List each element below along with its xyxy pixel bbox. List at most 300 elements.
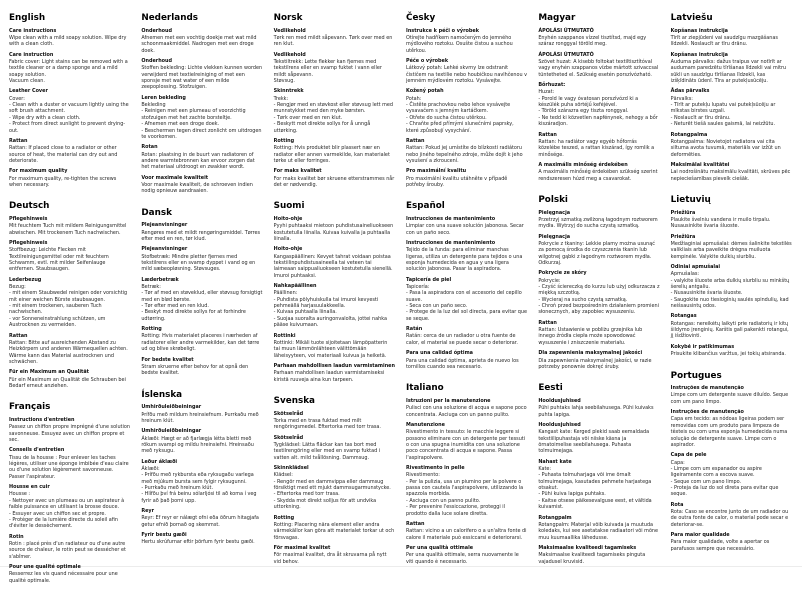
care-section <box>671 452 792 498</box>
section-title: Plejeanvisninger <box>141 222 188 229</box>
section-title: Rotting <box>273 514 295 521</box>
care-section <box>406 277 527 323</box>
section-text: - Seca con un paño seco. <box>406 303 468 310</box>
care-section <box>274 138 395 164</box>
care-section <box>141 277 262 323</box>
care-section <box>538 234 659 267</box>
section-text: - Czyść ściereczką do kurzu lub użyj odkurzacza z miękką szczotką. <box>538 283 660 297</box>
section-text: - Afnemen met een droge doek. <box>141 121 220 128</box>
care-section <box>141 144 262 170</box>
language-block-islenska <box>141 390 262 546</box>
language-block-english <box>9 13 130 188</box>
language-block-nederlands <box>141 13 262 195</box>
language-heading: Eesti <box>538 383 563 394</box>
care-section <box>538 270 659 316</box>
section-title: Kopšanas instrukcija <box>670 51 728 58</box>
care-section <box>671 28 792 48</box>
section-title: Skötselråd <box>273 410 304 417</box>
section-text: Passez un chiffon propre imprégné d'une solution savonneuse. Essuyez avec un chiffon propre et sec. <box>9 424 130 443</box>
section-title: Rottinki <box>273 332 296 339</box>
language-heading: Italiano <box>406 383 444 394</box>
language-heading: Česky <box>406 13 436 23</box>
section-text: Lai nodrošinātu maksimālu kvalitāti, skrūves pēc nepieciešamības pievelk ciešāk. <box>670 169 791 182</box>
care-section <box>141 508 262 528</box>
section-title: Ratán <box>406 326 423 333</box>
care-section <box>406 422 527 461</box>
section-title: Für ein Maximum an Qualität <box>9 369 89 376</box>
section-text: - Kaitse otsese päikesevalguse eest, et vältida kuivamist. <box>538 497 652 511</box>
section-text: - Skydda mot direkt solljus för att undvika uttorkning. <box>273 497 377 511</box>
care-section <box>141 428 262 454</box>
section-text: Capa: <box>670 459 685 466</box>
section-text: Szövet huzat: A kisebb foltokat textiltisztítóval vagy enyhén szappanos vízbe mártott szivaccsal tüntetheted el. Szükség esetén porszívózható. <box>538 58 659 78</box>
section-title: Reyr <box>141 508 155 515</box>
section-text: Dla zapewnienia maksymalnej jakości, w razie potrzeby ponownie dokręć śruby. <box>538 357 652 370</box>
care-section <box>141 175 262 195</box>
section-title: Rotan <box>141 144 158 151</box>
section-text: - Töröld szárazra egy tiszta ronggyal. <box>538 108 629 115</box>
section-text: Otírejte hadříkem namočeným do jemného mýdlového roztoku. Osušte čistou a suchou utěrkou. <box>406 34 513 54</box>
section-text: Áklæði: Hægt er að fjarlægja létta bletti með rökum svampi og mildu hreinsiefni. Hreinsaðu með ryksugu. <box>141 435 254 455</box>
section-text: Rotangpalma: Novietojot radiatora vai cita siltuma avota tuvumā, materiāls var izžūt un deformēties. <box>670 138 781 158</box>
care-section <box>406 545 527 565</box>
section-text: - Beskytt mot direkte sollys for å unngå uttørking. <box>273 121 371 134</box>
section-text: Limpiar con una suave solución jabonosa. Secar con un paño seco. <box>406 223 524 236</box>
section-title: Plejeanvisninger <box>141 246 188 253</box>
section-text: - Rengjør med en støvkost eller støvsug lett med munnstykket med den myke børsten. <box>273 102 393 115</box>
section-text: - Protéger de la lumière directe du soleil afin d'éviter le dessèchement. <box>9 516 118 530</box>
section-title: Voor maximale kwaliteit <box>141 174 209 181</box>
care-section <box>141 28 262 54</box>
section-title: Instructions d'entretien <box>9 416 75 423</box>
section-text: Auduma pārvalks: dažus traipus var notīrīt ar audumam paredzētu tīrīšanas līdzekli vai mitru sūkli un saudzīgu tīrīšanas līdzekli, kas izšķīdināts ūdenī. Tīra ar putekļusūcēju. <box>670 58 787 85</box>
section-title: Priežiūra <box>670 209 696 216</box>
section-text: Kangast kate: Kerged plekid saab eemaldada tekstiilipuhastaja või niiske käsna ja õrnatoimelise seebilahusega. Puhasta tolmuimejaga. <box>538 429 650 455</box>
language-block-magyar <box>538 13 659 182</box>
care-section <box>671 88 792 127</box>
care-section <box>538 422 659 455</box>
language-heading: Polski <box>538 194 568 205</box>
section-title: Onderhoud <box>141 58 173 64</box>
language-block-norsk <box>274 13 395 188</box>
section-text: Rotting: Hvis produktet blir plassert nær en radiator eller annen varmekilde, kan materialet tørke ut eller forringes. <box>273 145 390 164</box>
section-title: Parhaan mahdollisen laadun varmistaminen <box>273 362 395 369</box>
language-heading: Dansk <box>141 207 172 218</box>
care-section <box>671 234 792 260</box>
care-section <box>274 545 395 565</box>
section-text: Rotan: plaatsing in de buurt van radiatoren of andere warmtebronnen kan ervoor zorgen dat het materiaal uitdroogt en zwakker wordt. <box>141 151 255 171</box>
section-text: Trekk: <box>273 95 289 102</box>
section-text: - Wipe dry with a clean cloth. <box>9 114 81 121</box>
section-text: - Kuivaa puhtaalla liinalla. <box>273 309 337 316</box>
language-heading: Norsk <box>273 13 303 23</box>
section-title: Instrukce k péči o výrobek <box>406 27 479 34</box>
care-section <box>9 484 130 530</box>
section-title: Tapicería de piel <box>406 276 452 283</box>
section-title: Umhirðuleiðbeiningar <box>141 428 202 435</box>
section-title: Pflegehinweis <box>9 239 48 246</box>
section-title: A maximális minőség érdekében <box>538 161 628 168</box>
section-title: Housse en cuir <box>9 484 50 491</box>
care-section <box>538 398 659 418</box>
section-text: - Þrífðu með rykbursta eða ryksugaðu varlega með mjúkum bursta sem fylgir ryksugunni. <box>141 472 254 485</box>
section-text: Rotangpalm: Materjal võib kuivada ja muutuda koledaks, kui see asetatakse radiaatori või mõne muu kuumaallika lähedusse. <box>538 521 659 541</box>
section-text: Pyyhi puhtaaksi mietoon puhdistusaineliuokseen kostutetulla liinalla. Kuivaa kuivalla ja puhtaalla liinalla. <box>273 223 394 242</box>
language-block-portugues <box>671 371 792 553</box>
section-text: Rattan: If placed close to a radiator or other source of heat, the material can dry out and deteriorate. <box>9 145 118 164</box>
care-section <box>406 240 527 273</box>
section-title: Rattan <box>406 520 425 527</box>
language-heading: Íslenska <box>141 389 183 400</box>
language-block-deutsch <box>9 201 130 389</box>
section-title: Conseils d'entretien <box>9 447 65 454</box>
care-section <box>9 168 130 188</box>
section-text: Huzat: <box>538 89 555 96</box>
care-section <box>274 435 395 461</box>
care-section <box>538 350 659 370</box>
section-text: - Porold le vagy óvatosan porszívózd ki a készülék puha sörtéjű keféjével. <box>538 95 639 109</box>
care-section <box>141 326 262 352</box>
section-text: - Rengör med en dammvippa eller dammsug försiktigt med ett mjukt dammsugarmunstycke. <box>273 478 391 492</box>
section-text: Rivestimento in tessuto: le macchie leggere si possono eliminare con un detergente per tessuti o con una spugna inumidita con una soluzione poco concentrata di acqua e sapone. Passa l'aspirapolvere. <box>406 429 526 461</box>
section-title: Per una qualità ottimale <box>406 544 474 551</box>
care-section <box>9 277 130 329</box>
section-title: Capa de pele <box>670 452 707 459</box>
section-text: Prisukite klibančius varžtus, jei tokių atsiranda. <box>670 351 786 358</box>
care-section <box>671 385 792 405</box>
section-text: Potah: <box>406 95 422 102</box>
care-section <box>9 333 130 366</box>
section-title: Dla zapewnienia maksymalnej jakości <box>538 350 643 357</box>
language-block-cesky <box>406 13 527 188</box>
section-title: Umhirðuleiðbeiningar <box>141 404 202 411</box>
section-text: Kangaspäällinen: Kevyet tahrat voidaan poistaa tekstiilinpuhdistusaineella tai veteen tai laimeaan saippualiuokseen kostutetulla sienellä. Imuroi puhtaaksi. <box>273 253 393 279</box>
section-text: Betræk: <box>141 283 161 290</box>
section-text: Áklæði: <box>141 465 160 472</box>
language-heading: Latviešu <box>670 13 713 23</box>
section-text: - Asciuga con un panno pulito. <box>406 497 481 504</box>
care-section <box>9 240 130 273</box>
section-title: Para una calidad óptima <box>406 350 473 357</box>
section-text: Ratán: cerca de un radiador u otra fuente de calor, el material se puede secar o deteriorar. <box>406 333 518 346</box>
section-text: Parhaan mahdollisen laadun varmistamiseksi kiristä ruuveja aina kun tarpeen. <box>273 370 385 383</box>
section-text: Limpe com um detergente suave diluído. Seque com um pano limpo. <box>670 392 789 405</box>
section-title: Pielęgnacja <box>538 209 571 216</box>
care-section <box>9 52 130 85</box>
care-section <box>538 210 659 230</box>
care-section <box>671 344 792 358</box>
section-text: - Þurrkaðu með hreinum klút. <box>141 485 214 492</box>
section-title: Rotangpalma <box>670 131 708 138</box>
section-text: - Čistěte prachovkou nebo lehce vysávejte vysavačem s jemným kartáčkem. <box>406 102 511 115</box>
section-text: - Puhdista pölyhuiskulla tai imuroi kevyesti pehmeällä harjasuulakkeella. <box>273 296 379 310</box>
section-title: Vedlikehold <box>273 51 306 58</box>
section-text: Bekleding <box>141 102 166 109</box>
care-section <box>538 132 659 158</box>
section-title: Ādas pārvalks <box>670 88 710 95</box>
language-block-polski <box>538 195 659 370</box>
section-title: Instrucciones de mantenimiento <box>406 215 496 222</box>
care-section <box>406 398 527 418</box>
care-section <box>141 58 262 91</box>
care-section <box>538 162 659 182</box>
section-title: Rotin <box>9 533 24 540</box>
care-section <box>538 52 659 78</box>
section-text: Medžiaginiai apmušalai: dėmes šalinkite tekstilės valikliais arba paveikite drėgna muiluota kempinėle. Valykite dulkių siurbliu. <box>670 240 792 260</box>
care-section <box>406 28 527 54</box>
section-title: Instrucciones de mantenimiento <box>406 239 496 246</box>
language-heading: Suomi <box>273 201 305 212</box>
section-text: - Pühi kuiva lapiga puhtaks. <box>538 491 606 498</box>
language-block-svenska <box>274 396 395 565</box>
care-section <box>274 28 395 48</box>
section-text: - Seque com um pano limpo. <box>670 478 742 485</box>
language-block-italiano <box>406 383 527 565</box>
section-text: Para una calidad óptima, aprieta de nuevo los tornillos cuando sea necesario. <box>406 357 519 370</box>
care-section <box>274 52 395 85</box>
section-text: Resserrez les vis quand nécessaire pour une qualité optimale. <box>9 571 118 584</box>
care-section <box>9 138 130 164</box>
section-text: Per una qualità ottimale, serra nuovamente le viti quando è necessario. <box>406 552 519 565</box>
section-text: Tejido de la funda: para eliminar manchas ligeras, utiliza un detergente para tejidos o una esponja humedecida en agua y una ligera solución jabonosa. Pasar la aspiradora. <box>406 247 523 273</box>
section-title: For maximum quality <box>9 168 68 175</box>
section-text: Mit feuchtem Tuch mit mildem Reinigungsmittel abwischen. Mit trockenem Tuch nachwischen. <box>9 223 127 236</box>
section-text: Rotting: Placering nära element eller andra värmekällor kan göra att materialet torkar ut och försvagas. <box>273 521 395 541</box>
section-title: Rotangpalm <box>538 514 572 521</box>
care-section <box>141 246 262 272</box>
language-heading: Portugues <box>670 370 722 381</box>
section-text: Für ein Maximum an Qualität die Schrauben bei Bedarf erneut anziehen. <box>9 376 126 389</box>
section-text: A maximális minőség érdekében szükség szerint rendszeresen húzd meg a csavarokat. <box>538 169 658 182</box>
section-title: Péče o výrobek <box>406 58 449 64</box>
section-title: Leður áklæði <box>141 458 178 465</box>
section-title: Onderhoud <box>141 27 173 34</box>
language-heading: Lietuvių <box>670 194 711 205</box>
section-title: Odiniai apmušalai <box>670 263 721 270</box>
section-text: - Pasa la aspiradora con el accesorio del cepillo suave. <box>406 290 522 303</box>
section-text: Tissu de la housse : Pour enlever les taches légères, utiliser une éponge imbibée d'eau claire ou d'une solution légèrement savonneuse. Passer l'aspirateur. <box>9 454 129 480</box>
care-section <box>538 545 659 565</box>
section-title: Leren bekleding <box>141 94 186 101</box>
section-text: Rattan: Pokud jej umístíte do blízkosti radiátoru nebo jiného tepelného zdroje, může dojít k jeho vysušení a zkroucení. <box>406 145 523 164</box>
care-section <box>274 411 395 431</box>
section-text: - Nusausinkite švaria šluoste. <box>670 290 743 297</box>
section-title: Rattan <box>9 137 28 144</box>
care-section <box>9 534 130 560</box>
language-block-lietuviu <box>671 195 792 358</box>
care-section <box>671 132 792 158</box>
section-text: - Protege de la luz del sol directa, para evitar que se seque. <box>406 309 528 322</box>
care-section <box>406 58 527 84</box>
section-title: Care instructions <box>9 27 57 34</box>
care-section <box>9 369 130 389</box>
section-text: Þrífðu með mildum hreinsiefnum. Þurrkaðu með hreinum klút. <box>141 411 259 424</box>
section-title: Rattan <box>538 131 557 138</box>
care-section <box>406 216 527 236</box>
section-text: För maximal kvalitet, dra åt skruvarna på nytt vid behov. <box>273 552 387 565</box>
language-heading: English <box>9 13 46 23</box>
language-block-dansk <box>141 208 262 377</box>
section-text: Pulisci con una soluzione di acqua e sapone poco concentrata. Asciuga con un panno pulito. <box>406 405 527 418</box>
section-text: Plaukite švelniu vandens ir muilo tirpalu. Nusausinkite švaria šluoste. <box>670 216 771 230</box>
language-block-espanol <box>406 201 527 370</box>
section-text: Tīrīt ar ziepjūdeni vai saudzīgu mazgāšanas līdzekli. Noslaucīt ar tīru drānu. <box>670 34 778 48</box>
language-heading: Nederlands <box>141 13 199 23</box>
section-text: - Tīrīt ar putekļu lupatu vai putekļsūcēju ar mīkstas birstes uzgali. <box>670 102 776 115</box>
section-title: Pflegehinweis <box>9 215 48 222</box>
section-text: Päällinen: <box>273 290 298 297</box>
care-section <box>274 216 395 242</box>
care-section <box>141 404 262 424</box>
section-text: - Otřete do sucha čistou utěrkou. <box>406 114 487 121</box>
section-title: Rota <box>670 501 684 508</box>
section-text: Pārvalks: <box>670 95 693 102</box>
section-text: Wipe clean with a mild soapy solution. Wipe dry with a clean cloth. <box>9 34 127 48</box>
care-section <box>274 465 395 511</box>
section-title: Priežiūra <box>670 233 696 240</box>
care-section <box>141 95 262 141</box>
section-text: - Suojaa suoralta auringonvalolta, jottei nahka pääse kuivumaan. <box>273 315 387 329</box>
section-text: - Per la pulizia, usa un piumino per la polvere o passa con cautela l'aspirapolvere, utilizzando la spazzola morbida. <box>406 478 524 498</box>
section-title: For maks kvalitet <box>273 168 322 175</box>
section-text: Rattan: vicino a un calorifero o a un'altra fonte di calore il materiale può essiccarsi e deteriorarsi. <box>406 528 527 541</box>
section-title: Rotting <box>273 137 295 144</box>
section-title: ÁPOLÁSI ÚTMUTATÓ <box>538 51 594 58</box>
section-title: Lederbezug <box>9 276 42 283</box>
care-section <box>671 502 792 528</box>
section-text: - mit einem Staubwedel reinigen oder vorsichtig mit einer weichen Bürste staubsaugen. <box>9 290 128 303</box>
section-title: Para maior qualidade <box>670 532 730 539</box>
care-section <box>141 532 262 546</box>
section-text: Reyr: Ef reyr er nálægt ofni eða öðrum hitagjafa getur efnið þornað og skemmst. <box>141 515 259 528</box>
care-section <box>538 82 659 128</box>
section-text: - Chroń przed bezpośrednim działaniem promieni słonecznych, aby zapobiec wysuszeniu. <box>538 303 659 316</box>
section-text: Kate: <box>538 465 552 472</box>
care-section <box>538 28 659 48</box>
section-text: Stoffbezug: Leichte Flecken mit Textilreinigungsmittel oder mit feuchtem Schwamm, evtl. mit milder Seifenlauge entfernen. Staubsaugen. <box>9 247 109 273</box>
section-text: - Ne tedd ki közvetlen napfénynek, nehogy a bőr kiszáradjon. <box>538 114 658 128</box>
care-section <box>406 326 527 346</box>
section-title: Hoito-ohje <box>273 215 303 222</box>
section-text: Apmušalas: <box>670 271 700 278</box>
section-text: - Beskyt mod direkte sollys for at forhindre udtørring. <box>141 309 246 322</box>
section-title: Læderbetræk <box>141 276 179 283</box>
section-text: Klädsel: <box>273 472 293 479</box>
language-heading: Svenska <box>273 396 315 406</box>
section-text: - Proteja da luz do sol direta para evitar que seque. <box>670 485 779 498</box>
care-section <box>274 283 395 329</box>
section-text: Rotting: Hvis materialet placeres i nærheden af radiatorer eller andre varmekilder, kan det tørre ud og blive skrøbeligt. <box>141 333 260 353</box>
section-text: Tørk ren med mildt såpevann. Tørk over med en ren klut. <box>273 34 393 48</box>
section-title: Bőrhuzat: <box>538 82 566 89</box>
section-text: - Tør efter med en ren klud. <box>141 303 209 310</box>
section-text: Stoffen bekleding: Lichte vlekken kunnen worden verwijderd met textielreiniging of met een sponsje met wat water of een milde zeepoplossing. Stofzuigen. <box>141 65 263 91</box>
section-text: - Per prevenire l'essiccazione, proteggi il prodotto dalla luce solare diretta. <box>406 504 505 517</box>
language-block-latviesu <box>671 13 792 182</box>
care-section <box>274 333 395 359</box>
section-title: För maximal kvalitet <box>273 544 331 551</box>
section-text: Afnemen met een vochtig doekje met wat mild schoonmaakmiddel. Nadrogen met een droge doek. <box>141 34 257 54</box>
section-title: Skötselråd <box>273 434 304 441</box>
care-section <box>671 313 792 339</box>
section-title: ÁPOLÁSI ÚTMUTATÓ <box>538 27 594 34</box>
section-text: Rattan: Ustawienie w pobliżu grzejnika lub innego źródła ciepła może spowodować wysuszenie i zniszczenie materiału. <box>538 327 643 346</box>
section-text: Bezug: <box>9 283 26 290</box>
section-title: Pielęgnacja <box>538 233 571 240</box>
section-title: Rotangas <box>670 313 697 320</box>
section-title: Kokybė ir patikimumas <box>670 343 735 350</box>
section-text: - Saugokite nuo tiesioginių saulės spindulių, kad neišsausintų odos. <box>670 296 789 310</box>
section-text: - Essuyer avec un chiffon sec et propre. <box>9 510 106 517</box>
section-title: Maksimālai kvalitātei <box>670 161 730 168</box>
care-section <box>274 363 395 383</box>
section-text: - Nettoyer avec un plumeau ou un aspirateur à faible puissance en utilisant la brosse douce. <box>9 497 125 511</box>
language-heading: Français <box>9 402 51 413</box>
section-title: Kožený potah <box>406 88 444 95</box>
section-text: - Tør af med en støveklud, eller støvsug forsigtigt med en blød børste. <box>141 290 263 303</box>
language-block-francais <box>9 402 130 584</box>
care-section <box>671 162 792 182</box>
care-section <box>538 459 659 511</box>
section-title: Manutenzione <box>406 421 445 428</box>
section-title: Rattan <box>538 319 557 326</box>
section-text: Maksimaalse kvaliteedi tagamiseks pinguta vajadusel kruvisid. <box>538 552 646 565</box>
section-title: Leather Cover <box>9 88 48 95</box>
section-text: Rattan: ha radiátor vagy egyéb hőforrás közelébe teszed, a rattan kiszárad, így romlik a minősége. <box>538 138 655 158</box>
section-title: Skinntrekk <box>273 88 304 95</box>
language-heading: Magyar <box>538 13 576 23</box>
care-section <box>9 417 130 443</box>
section-title: Vedlikehold <box>273 27 306 34</box>
section-text: Housse : <box>9 491 31 498</box>
column-6 <box>671 13 792 597</box>
section-text: Rengøres med et mildt rengøringsmiddel. Tørres efter med en ren, tør klud. <box>141 229 261 242</box>
care-section <box>406 350 527 370</box>
care-section <box>406 88 527 134</box>
column-4 <box>406 13 527 597</box>
section-title: Rattan <box>9 332 28 339</box>
section-text: Cover: <box>9 95 25 102</box>
section-text: Pokrycie z tkaniny: Lekkie plamy można usunąć za pomocą środka do czyszczenia tkanin lub wilgotnej gąbki z łagodnym roztworem mydła. Odkurzaj. <box>538 240 655 266</box>
care-section <box>671 264 792 310</box>
section-text: - Hlífðu því frá beinu sólarljósi til að koma í veg fyrir að það þorni upp. <box>141 491 257 504</box>
section-text: - mit einem trockenen, sauberen Tuch nachwischen. <box>9 303 102 316</box>
care-section <box>141 357 262 377</box>
section-title: Rivestimento in pelle <box>406 465 465 472</box>
section-text: Stram skruerne efter behov for at opnå den bedste kvalitet. <box>141 363 249 377</box>
section-text: Enyhén szappanos vízzel tisztítsd, majd egy száraz ronggyal töröld meg. <box>538 34 647 48</box>
section-text: - vor Sonneneinstrahlung schützen, um Austrocknen zu vermeiden. <box>9 315 106 329</box>
language-block-eesti <box>538 383 659 565</box>
language-heading: Español <box>406 201 445 212</box>
section-text: Tapicería: <box>406 283 430 290</box>
care-section <box>538 515 659 541</box>
section-text: - Clean with a duster or vacuum lightly using the soft brush attachment. <box>9 102 129 115</box>
section-text: - Tørk over med en ren klut. <box>273 114 343 121</box>
care-section <box>9 447 130 480</box>
section-text: - valykite šluoste arba dulkių siurbliu su minkštų šerelių antgaliu. <box>670 277 790 290</box>
section-text: - Limpe com um espanador ou aspire ligeiramente com a escova suave. <box>670 465 762 479</box>
section-title: Hooldusjuhised <box>538 421 581 428</box>
section-text: Stofbetræk: Mindre pletter fjernes med tekstilrens eller en svamp dyppet i vand og en mild sæbeopløsning. Støvsuges. <box>141 253 256 273</box>
section-text: - Noslaucīt ar tīru drānu. <box>670 114 731 121</box>
section-title: Istruzioni per la manutenzione <box>406 397 491 404</box>
care-section <box>274 168 395 188</box>
section-text: Para maior qualidade, volte a apertar os parafusos sempre que necessário. <box>670 539 770 552</box>
care-section <box>671 409 792 448</box>
section-text: - Puhasta tolmuharjaga või ime õrnalt tolmuimejaga, kasutades pehmete harjastega otsakut. <box>538 472 652 492</box>
care-section <box>274 88 395 134</box>
